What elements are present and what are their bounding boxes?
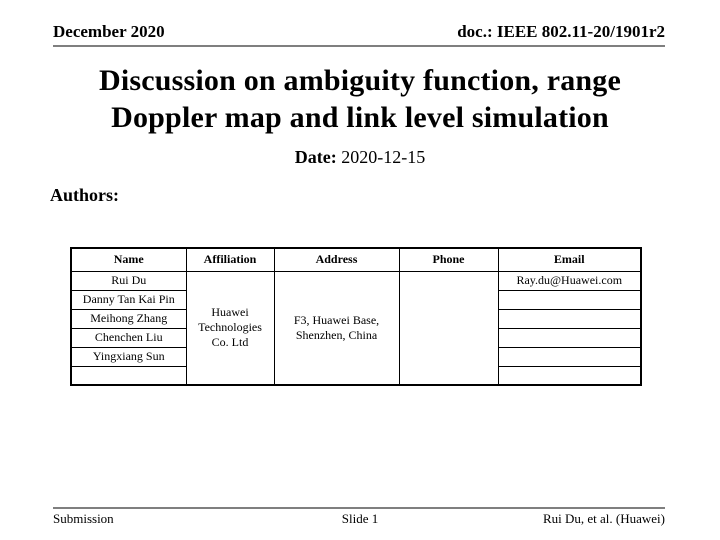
- column-header-phone: Phone: [399, 248, 498, 271]
- authors-table: [70, 247, 642, 386]
- author-name-cell: Chenchen Liu: [71, 328, 186, 347]
- author-name-cell: Yingxiang Sun: [71, 347, 186, 366]
- footer-slide-number: Slide 1: [341, 511, 379, 526]
- author-email-cell: [498, 328, 641, 347]
- author-email-cell: Ray.du@Huawei.com: [498, 271, 641, 290]
- author-name-cell: Meihong Zhang: [71, 309, 186, 328]
- author-email-cell: [498, 290, 641, 309]
- column-header-email: Email: [498, 248, 641, 271]
- author-email-cell: [498, 347, 641, 366]
- footer-submission: Submission: [53, 511, 114, 526]
- header-rule: [53, 45, 665, 47]
- author-name-cell: Danny Tan Kai Pin: [71, 290, 186, 309]
- slide-title-line2: Doppler map and link level simulation: [111, 101, 609, 134]
- footer-author-credit: Rui Du, et al. (Huawei): [542, 511, 665, 526]
- slide-title-line1: Discussion on ambiguity function, range: [98, 64, 622, 97]
- authors-label: Authors:: [50, 185, 120, 205]
- table-header-row: [71, 248, 641, 271]
- address-cell: F3, Huawei Base, Shenzhen, China: [274, 271, 399, 385]
- date-line: [0, 147, 720, 168]
- column-header-name: Name: [71, 248, 186, 271]
- author-name-cell: Rui Du: [71, 271, 186, 290]
- header-doc-number: doc.: IEEE 802.11-20/1901r2: [457, 22, 665, 41]
- phone-cell: [399, 271, 498, 385]
- footer-rule: [53, 507, 665, 509]
- column-header-affiliation: Affiliation: [186, 248, 274, 271]
- affiliation-cell: Huawei Technologies Co. Ltd: [186, 271, 274, 385]
- header-date: December 2020: [53, 22, 165, 41]
- date-label: Date:: [294, 147, 337, 167]
- slide-title: [20, 62, 700, 136]
- date-value: 2020-12-15: [341, 147, 426, 167]
- author-email-cell: [498, 366, 641, 385]
- column-header-address: Address: [274, 248, 399, 271]
- author-name-cell: [71, 366, 186, 385]
- author-email-cell: [498, 309, 641, 328]
- table-row: [71, 271, 641, 290]
